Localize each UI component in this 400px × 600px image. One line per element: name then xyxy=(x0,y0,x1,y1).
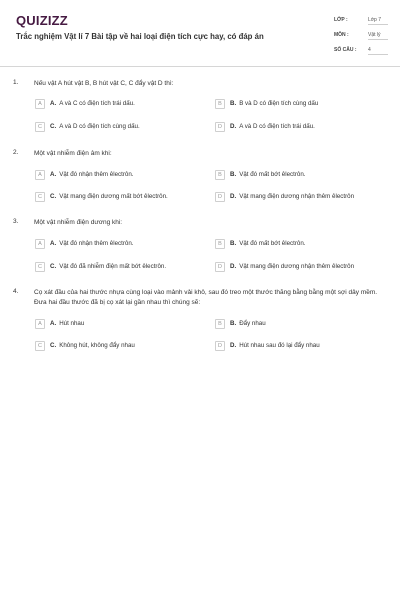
question-text: Cọ xát đầu của hai thước nhựa cùng loại vào mảnh vải khô, sau đó treo một thước thăng bằng bằng một sợi dây mềm. Đưa hai đầu thước đã bị cọ xát lại gần nhau thì chúng sẽ: xyxy=(34,289,378,306)
question-number: 1. xyxy=(13,79,19,86)
meta-class-value: Lớp 7 xyxy=(368,17,388,25)
question-text: Một vật nhiễm điện dương khi: xyxy=(34,219,123,226)
option-box[interactable]: D xyxy=(215,122,225,132)
option-d[interactable]: D D. Vật mang điện dương nhận thêm êlectrôn xyxy=(215,190,354,203)
option-box[interactable]: D xyxy=(215,341,225,351)
meta-subject-label: MÔN : xyxy=(334,32,349,38)
option-box[interactable]: C xyxy=(35,341,45,351)
option-b[interactable]: B B. Vật đó mất bớt êlectrôn. xyxy=(215,168,306,181)
option-a[interactable]: A A. Hút nhau xyxy=(35,317,84,330)
meta-count-label: SỐ CÂU : xyxy=(334,47,357,53)
option-box[interactable]: B xyxy=(215,99,225,109)
question-number: 3. xyxy=(13,218,19,225)
option-b[interactable]: B B. B và D có điện tích cùng dấu xyxy=(215,97,318,110)
option-box[interactable]: A xyxy=(35,170,45,180)
meta-subject-value: Vật lý xyxy=(368,32,388,40)
option-a[interactable]: A A. Vật đó nhận thêm êlectrôn. xyxy=(35,168,134,181)
option-box[interactable]: C xyxy=(35,122,45,132)
meta-class-label: LỚP : xyxy=(334,17,348,23)
option-c[interactable]: C C. Vật đó đã nhiễm điện mất bớt êlectrôn. xyxy=(35,260,166,273)
option-box[interactable]: A xyxy=(35,239,45,249)
meta-count-value: 4 xyxy=(368,47,388,55)
worksheet-header xyxy=(0,0,400,67)
option-box[interactable]: D xyxy=(215,192,225,202)
option-d[interactable]: D D. Vật mang điện dương nhận thêm êlectrôn xyxy=(215,260,354,273)
option-box[interactable]: D xyxy=(215,262,225,272)
option-box[interactable]: B xyxy=(215,319,225,329)
option-box[interactable]: B xyxy=(215,239,225,249)
option-b[interactable]: B B. Vật đó mất bớt êlectrôn. xyxy=(215,237,306,250)
option-c[interactable]: C C. Vật mang điện dương mất bớt êlectrôn. xyxy=(35,190,168,203)
option-box[interactable]: C xyxy=(35,192,45,202)
option-a[interactable]: A A. Vật đó nhận thêm êlectrôn. xyxy=(35,237,134,250)
option-box[interactable]: A xyxy=(35,319,45,329)
option-box[interactable]: A xyxy=(35,99,45,109)
option-b[interactable]: B B. Đẩy nhau xyxy=(215,317,266,330)
question-number: 2. xyxy=(13,149,19,156)
option-a[interactable]: A A. A và C có điện tích trái dấu. xyxy=(35,97,135,110)
option-d[interactable]: D D. A và D có điện tích trái dấu. xyxy=(215,120,315,133)
option-box[interactable]: C xyxy=(35,262,45,272)
worksheet-title: Trắc nghiệm Vật lí 7 Bài tập về hai loại điện tích cực hay, có đáp án xyxy=(16,32,264,41)
option-c[interactable]: C C. Không hút, không đẩy nhau xyxy=(35,339,135,352)
option-d[interactable]: D D. Hút nhau sau đó lại đẩy nhau xyxy=(215,339,320,352)
option-c[interactable]: C C. A và D có điện tích cùng dấu. xyxy=(35,120,140,133)
question-text: Một vật nhiễm điện âm khi: xyxy=(34,150,112,157)
question-text: Nếu vật A hút vật B, B hút vật C, C đẩy vật D thì: xyxy=(34,80,174,87)
quizizz-logo: QUIZIZZ xyxy=(16,13,68,28)
option-box[interactable]: B xyxy=(215,170,225,180)
question-number: 4. xyxy=(13,288,19,295)
